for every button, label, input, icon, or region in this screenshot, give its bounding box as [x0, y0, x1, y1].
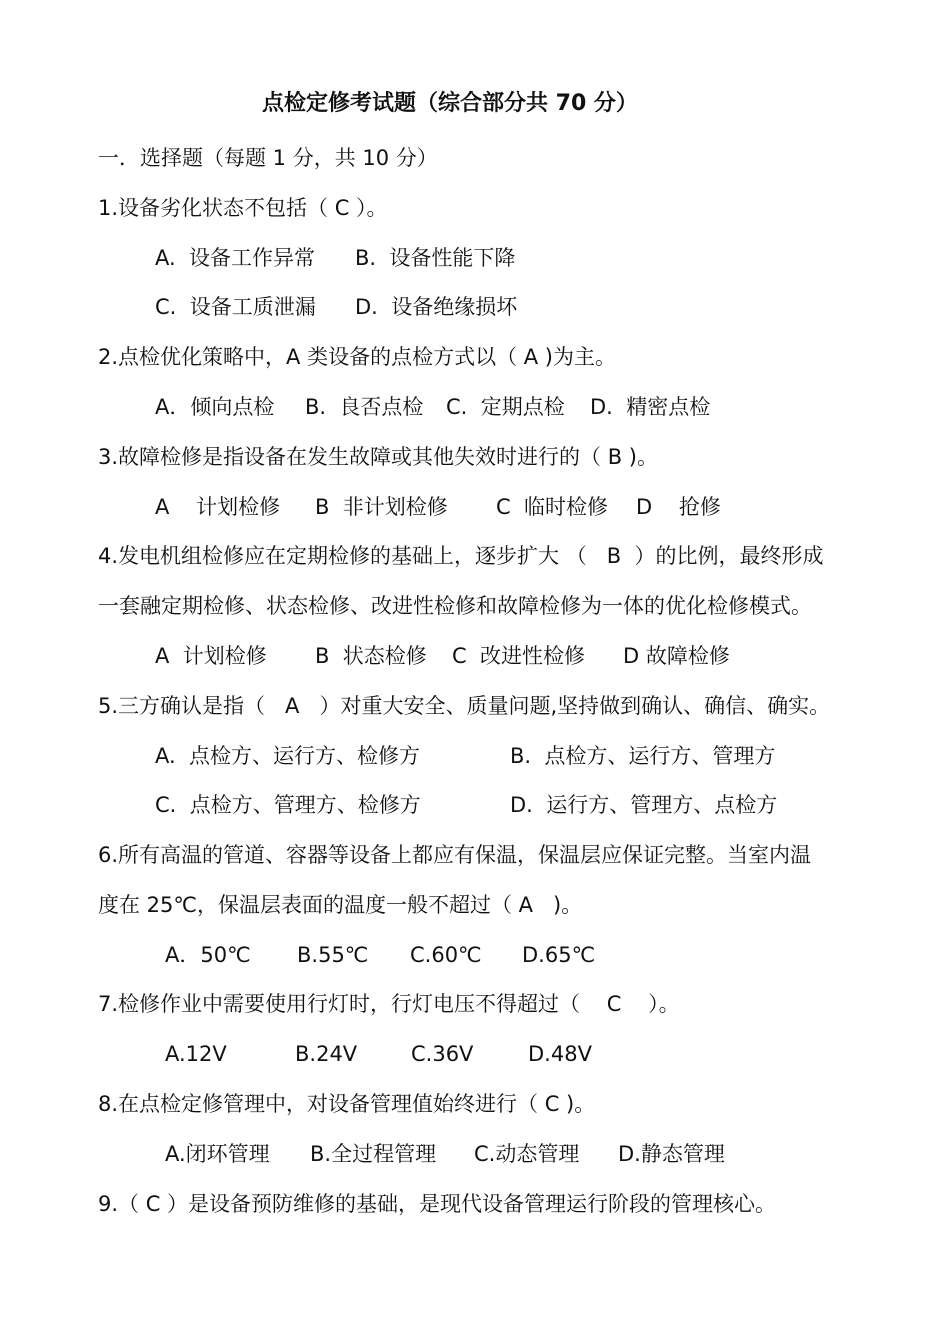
- q2-option-c: C. 定期点检: [446, 395, 565, 419]
- q8-option-c: C.动态管理: [474, 1142, 580, 1166]
- q2-option-a: A．倾向点检: [155, 395, 275, 419]
- question-7: 7.检修作业中需要使用行灯时，行灯电压不得超过（ C ）。: [98, 992, 680, 1016]
- q3-option-d: D 抢修: [636, 495, 721, 519]
- question-4-line-1: 4.发电机组检修应在定期检修的基础上，逐步扩大 （ B ）的比例，最终形成: [98, 544, 824, 568]
- question-6-line-2: 度在 25℃，保温层表面的温度一般不超过（ A )。: [98, 893, 583, 917]
- q1-option-d: D. 设备绝缘损坏: [355, 295, 518, 319]
- q3-option-c: C 临时检修: [496, 495, 609, 519]
- q6-option-a: A．50℃: [165, 943, 251, 967]
- question-1: 1.设备劣化状态不包括（ C ）。: [98, 196, 388, 220]
- q2-option-b: B. 良否点检: [305, 395, 424, 419]
- q1-option-b: B. 设备性能下降: [355, 246, 516, 270]
- question-6-line-1: 6.所有高温的管道、容器等设备上都应有保温，保温层应保证完整。当室内温: [98, 843, 812, 867]
- q8-option-d: D.静态管理: [618, 1142, 725, 1166]
- q5-option-c: C. 点检方、管理方、检修方: [155, 793, 421, 817]
- q2-option-d: D. 精密点检: [590, 395, 711, 419]
- question-8: 8.在点检定修管理中，对设备管理值始终进行（ C )。: [98, 1092, 596, 1116]
- q1-option-c: C. 设备工质泄漏: [155, 295, 316, 319]
- q7-option-c: C.36V: [411, 1042, 474, 1066]
- q8-option-b: B.全过程管理: [310, 1142, 437, 1166]
- q7-option-a: A.12V: [165, 1042, 227, 1066]
- q3-option-b: B 非计划检修: [315, 495, 448, 519]
- q1-option-a: A. 设备工作异常: [155, 246, 316, 270]
- q8-option-a: A.闭环管理: [165, 1142, 270, 1166]
- question-9: 9.（ C ）是设备预防维修的基础，是现代设备管理运行阶段的管理核心。: [98, 1192, 777, 1216]
- page-title: 点检定修考试题（综合部分共 70 分）: [262, 91, 638, 116]
- question-3: 3.故障检修是指设备在发生故障或其他失效时进行的（ B )。: [98, 445, 658, 469]
- q5-option-d: D. 运行方、管理方、点检方: [510, 793, 778, 817]
- q7-option-b: B.24V: [295, 1042, 358, 1066]
- q3-option-a: A 计划检修: [155, 495, 281, 519]
- q4-option-a: A 计划检修: [155, 644, 267, 668]
- q4-option-c: C 改进性检修: [452, 644, 586, 668]
- question-5: 5.三方确认是指（ A ）对重大安全、质量问题,坚持做到确认、确信、确实。: [98, 694, 831, 718]
- q4-option-b: B 状态检修: [315, 644, 427, 668]
- q5-option-b: B. 点检方、运行方、管理方: [510, 744, 776, 768]
- q6-option-c: C.60℃: [410, 943, 482, 967]
- q7-option-d: D.48V: [528, 1042, 592, 1066]
- question-2: 2.点检优化策略中，A 类设备的点检方式以（ A )为主。: [98, 345, 616, 369]
- q6-option-d: D.65℃: [522, 943, 596, 967]
- q5-option-a: A. 点检方、运行方、检修方: [155, 744, 421, 768]
- section-heading: 一．选择题（每题 1 分，共 10 分）: [98, 146, 438, 170]
- q6-option-b: B.55℃: [297, 943, 369, 967]
- q4-option-d: D 故障检修: [623, 644, 730, 668]
- question-4-line-2: 一套融定期检修、状态检修、改进性检修和故障检修为一体的优化检修模式。: [98, 594, 812, 618]
